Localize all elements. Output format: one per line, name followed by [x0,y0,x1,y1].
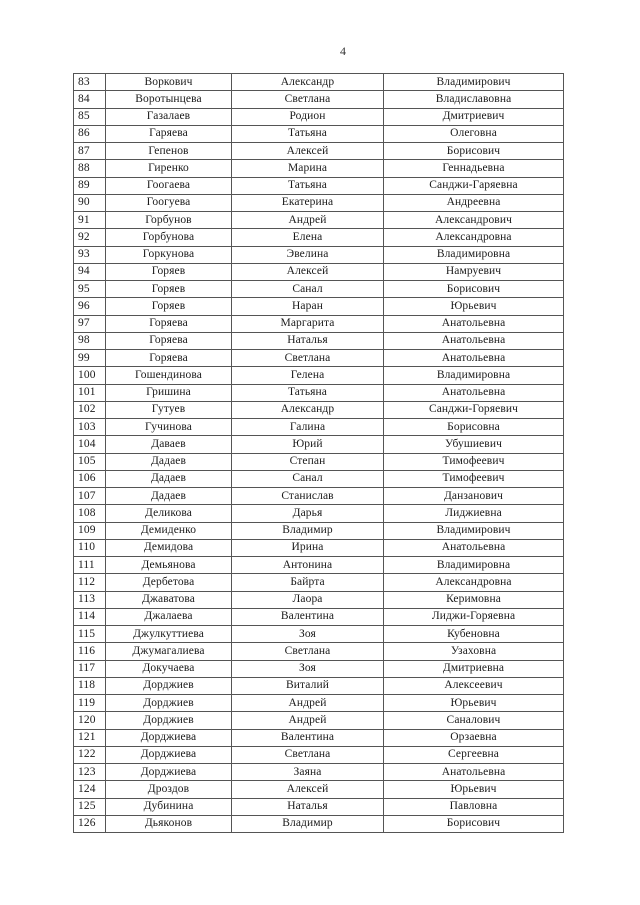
patronymic-cell: Намруевич [384,263,564,280]
surname-cell: Докучаева [106,660,232,677]
first-name-cell: Юрий [232,436,384,453]
surname-cell: Газалаев [106,108,232,125]
table-row [74,229,564,246]
surname-cell: Гепенов [106,143,232,160]
first-name-cell: Екатерина [232,194,384,211]
patronymic-cell: Владимировна [384,367,564,384]
row-number: 105 [74,453,106,470]
table-row [74,453,564,470]
table-row [74,591,564,608]
patronymic-cell: Дмитриевна [384,660,564,677]
first-name-cell: Галина [232,419,384,436]
surname-cell: Горкунова [106,246,232,263]
patronymic-cell: Анатольевна [384,384,564,401]
surname-cell: Дорджиев [106,712,232,729]
row-number: 117 [74,660,106,677]
first-name-cell: Светлана [232,746,384,763]
surname-cell: Дорджиева [106,746,232,763]
patronymic-cell: Борисович [384,815,564,832]
row-number: 84 [74,91,106,108]
first-name-cell: Валентина [232,608,384,625]
first-name-cell: Наталья [232,332,384,349]
surname-cell: Гутуев [106,401,232,418]
table-row [74,401,564,418]
first-name-cell: Маргарита [232,315,384,332]
row-number: 109 [74,522,106,539]
patronymic-cell: Алексеевич [384,677,564,694]
surname-cell: Дорджиева [106,729,232,746]
row-number: 97 [74,315,106,332]
surname-cell: Дьяконов [106,815,232,832]
row-number: 102 [74,401,106,418]
first-name-cell: Владимир [232,522,384,539]
first-name-cell: Алексей [232,143,384,160]
patronymic-cell: Владимировна [384,557,564,574]
row-number: 90 [74,194,106,211]
patronymic-cell: Узаховна [384,643,564,660]
patronymic-cell: Борисовна [384,419,564,436]
table-row [74,505,564,522]
first-name-cell: Алексей [232,781,384,798]
first-name-cell: Светлана [232,643,384,660]
surname-cell: Демиденко [106,522,232,539]
row-number: 121 [74,729,106,746]
patronymic-cell: Орзаевна [384,729,564,746]
surname-cell: Воркович [106,74,232,91]
surname-cell: Даваев [106,436,232,453]
roster-table [73,73,564,833]
first-name-cell: Светлана [232,91,384,108]
first-name-cell: Татьяна [232,177,384,194]
table-row [74,746,564,763]
surname-cell: Гиренко [106,160,232,177]
table-row [74,488,564,505]
row-number: 115 [74,626,106,643]
surname-cell: Дадаев [106,470,232,487]
surname-cell: Горяева [106,332,232,349]
row-number: 123 [74,764,106,781]
table-row [74,298,564,315]
patronymic-cell: Геннадьевна [384,160,564,177]
surname-cell: Джаватова [106,591,232,608]
surname-cell: Демьянова [106,557,232,574]
table-row [74,470,564,487]
patronymic-cell: Юрьевич [384,695,564,712]
page-number: 4 [340,44,346,58]
surname-cell: Воротынцева [106,91,232,108]
surname-cell: Горяев [106,281,232,298]
surname-cell: Дубинина [106,798,232,815]
surname-cell: Дроздов [106,781,232,798]
row-number: 110 [74,539,106,556]
row-number: 118 [74,677,106,694]
row-number: 124 [74,781,106,798]
row-number: 104 [74,436,106,453]
patronymic-cell: Анатольевна [384,332,564,349]
row-number: 83 [74,74,106,91]
row-number: 91 [74,212,106,229]
row-number: 113 [74,591,106,608]
patronymic-cell: Санджи-Горяевич [384,401,564,418]
patronymic-cell: Дмитриевич [384,108,564,125]
first-name-cell: Валентина [232,729,384,746]
surname-cell: Дорджиева [106,764,232,781]
table-row [74,125,564,142]
surname-cell: Деликова [106,505,232,522]
table-row [74,712,564,729]
table-row [74,660,564,677]
row-number: 107 [74,488,106,505]
row-number: 125 [74,798,106,815]
first-name-cell: Александр [232,401,384,418]
first-name-cell: Санал [232,281,384,298]
first-name-cell: Андрей [232,695,384,712]
row-number: 94 [74,263,106,280]
patronymic-cell: Владимирович [384,74,564,91]
first-name-cell: Родион [232,108,384,125]
surname-cell: Горяев [106,263,232,280]
patronymic-cell: Александрович [384,212,564,229]
surname-cell: Гоогаева [106,177,232,194]
row-number: 116 [74,643,106,660]
first-name-cell: Степан [232,453,384,470]
patronymic-cell: Андреевна [384,194,564,211]
first-name-cell: Андрей [232,212,384,229]
table-row [74,246,564,263]
table-row [74,108,564,125]
surname-cell: Гучинова [106,419,232,436]
table-row [74,539,564,556]
first-name-cell: Байрта [232,574,384,591]
row-number: 96 [74,298,106,315]
table-row [74,332,564,349]
first-name-cell: Наталья [232,798,384,815]
row-number: 86 [74,125,106,142]
patronymic-cell: Александровна [384,229,564,246]
table-row [74,74,564,91]
row-number: 98 [74,332,106,349]
surname-cell: Джулкуттиева [106,626,232,643]
table-row [74,177,564,194]
first-name-cell: Виталий [232,677,384,694]
surname-cell: Гаряева [106,125,232,142]
surname-cell: Гришина [106,384,232,401]
surname-cell: Горяев [106,298,232,315]
row-number: 85 [74,108,106,125]
row-number: 101 [74,384,106,401]
row-number: 93 [74,246,106,263]
table-row [74,557,564,574]
surname-cell: Дорджиев [106,695,232,712]
first-name-cell: Станислав [232,488,384,505]
patronymic-cell: Юрьевич [384,298,564,315]
table-row [74,384,564,401]
table-row [74,764,564,781]
first-name-cell: Алексей [232,263,384,280]
table-row [74,695,564,712]
patronymic-cell: Лиджи-Горяевна [384,608,564,625]
first-name-cell: Владимир [232,815,384,832]
row-number: 106 [74,470,106,487]
first-name-cell: Зоя [232,626,384,643]
row-number: 119 [74,695,106,712]
table-row [74,643,564,660]
first-name-cell: Елена [232,229,384,246]
surname-cell: Дербетова [106,574,232,591]
table-row [74,815,564,832]
row-number: 95 [74,281,106,298]
patronymic-cell: Борисович [384,281,564,298]
surname-cell: Дадаев [106,488,232,505]
table-row [74,212,564,229]
table-row [74,281,564,298]
table-row [74,160,564,177]
first-name-cell: Заяна [232,764,384,781]
table-row [74,798,564,815]
patronymic-cell: Санджи-Гаряевна [384,177,564,194]
row-number: 108 [74,505,106,522]
table-row [74,677,564,694]
surname-cell: Горяева [106,315,232,332]
row-number: 100 [74,367,106,384]
patronymic-cell: Владиславовна [384,91,564,108]
first-name-cell: Санал [232,470,384,487]
first-name-cell: Эвелина [232,246,384,263]
surname-cell: Горбунова [106,229,232,246]
row-number: 88 [74,160,106,177]
roster-body [74,74,564,833]
first-name-cell: Антонина [232,557,384,574]
table-row [74,263,564,280]
patronymic-cell: Сергеевна [384,746,564,763]
row-number: 103 [74,419,106,436]
surname-cell: Горяева [106,350,232,367]
row-number: 114 [74,608,106,625]
patronymic-cell: Владимировна [384,246,564,263]
patronymic-cell: Анатольевна [384,350,564,367]
surname-cell: Гоогуева [106,194,232,211]
first-name-cell: Лаора [232,591,384,608]
patronymic-cell: Владимирович [384,522,564,539]
first-name-cell: Светлана [232,350,384,367]
table-row [74,574,564,591]
first-name-cell: Зоя [232,660,384,677]
table-row [74,436,564,453]
row-number: 126 [74,815,106,832]
row-number: 120 [74,712,106,729]
surname-cell: Гошендинова [106,367,232,384]
first-name-cell: Дарья [232,505,384,522]
surname-cell: Горбунов [106,212,232,229]
table-row [74,91,564,108]
patronymic-cell: Саналович [384,712,564,729]
patronymic-cell: Тимофеевич [384,453,564,470]
first-name-cell: Ирина [232,539,384,556]
first-name-cell: Андрей [232,712,384,729]
row-number: 99 [74,350,106,367]
surname-cell: Дорджиев [106,677,232,694]
first-name-cell: Александр [232,74,384,91]
patronymic-cell: Олеговна [384,125,564,142]
row-number: 87 [74,143,106,160]
surname-cell: Дадаев [106,453,232,470]
first-name-cell: Наран [232,298,384,315]
table-row [74,626,564,643]
table-row [74,143,564,160]
table-row [74,367,564,384]
patronymic-cell: Убушиевич [384,436,564,453]
patronymic-cell: Анатольевна [384,539,564,556]
patronymic-cell: Павловна [384,798,564,815]
patronymic-cell: Тимофеевич [384,470,564,487]
row-number: 122 [74,746,106,763]
patronymic-cell: Анатольевна [384,764,564,781]
patronymic-cell: Юрьевич [384,781,564,798]
first-name-cell: Гелена [232,367,384,384]
row-number: 111 [74,557,106,574]
surname-cell: Джалаева [106,608,232,625]
table-row [74,729,564,746]
row-number: 92 [74,229,106,246]
patronymic-cell: Кубеновна [384,626,564,643]
table-row [74,315,564,332]
table-row [74,608,564,625]
patronymic-cell: Керимовна [384,591,564,608]
patronymic-cell: Александровна [384,574,564,591]
table-row [74,781,564,798]
table-row [74,350,564,367]
table-row [74,522,564,539]
first-name-cell: Марина [232,160,384,177]
surname-cell: Джумагалиева [106,643,232,660]
row-number: 112 [74,574,106,591]
patronymic-cell: Анатольевна [384,315,564,332]
first-name-cell: Татьяна [232,384,384,401]
first-name-cell: Татьяна [232,125,384,142]
table-row [74,194,564,211]
row-number: 89 [74,177,106,194]
patronymic-cell: Данзанович [384,488,564,505]
patronymic-cell: Борисович [384,143,564,160]
patronymic-cell: Лиджиевна [384,505,564,522]
surname-cell: Демидова [106,539,232,556]
table-row [74,419,564,436]
